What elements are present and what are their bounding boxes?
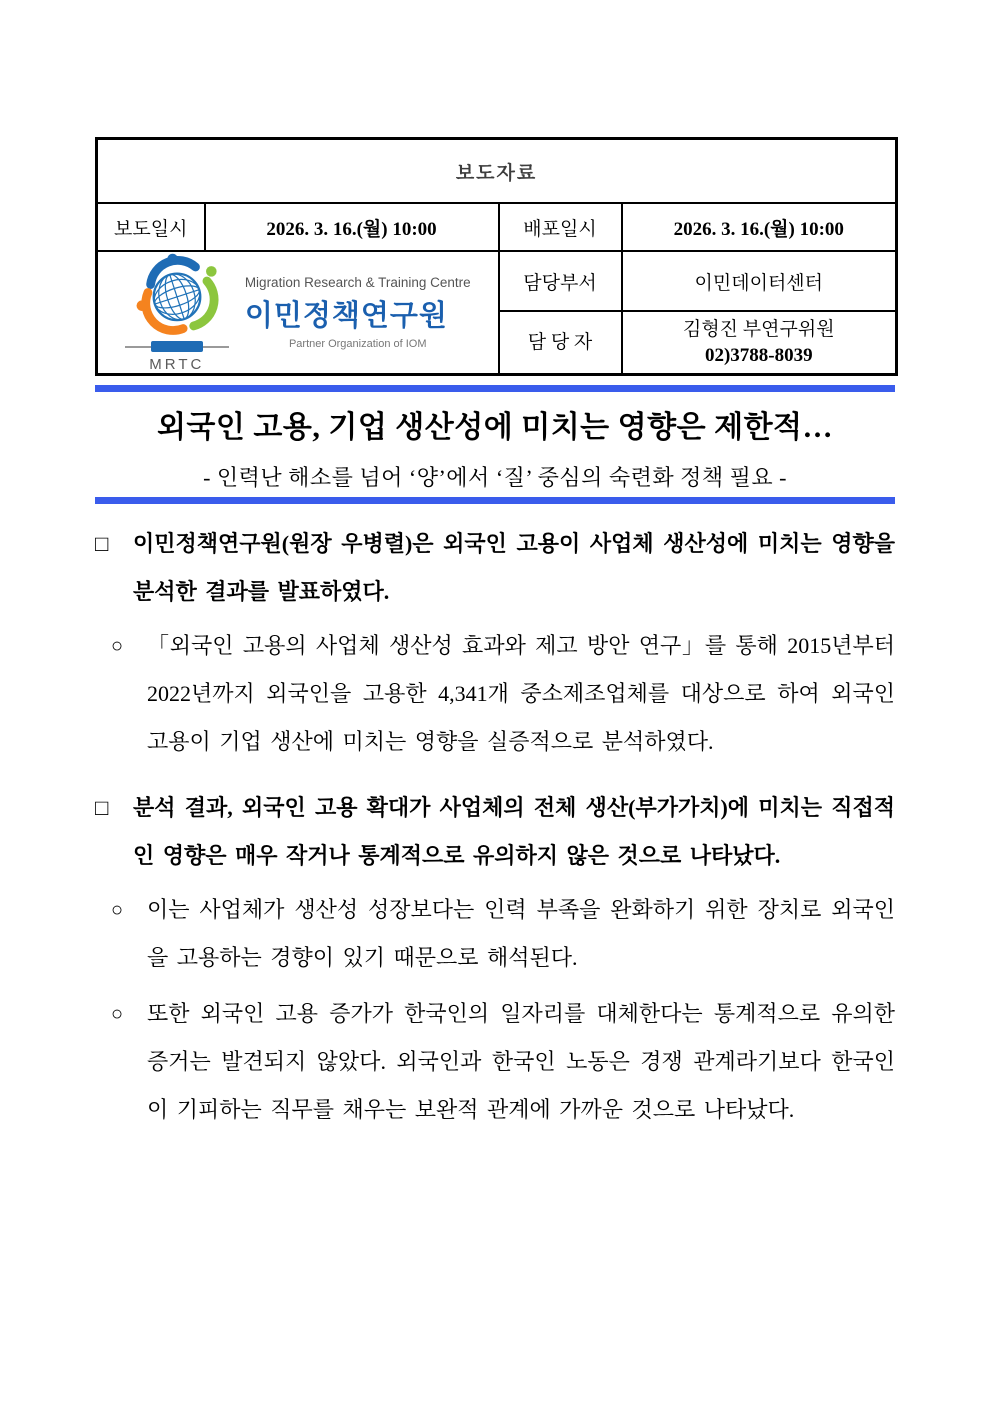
circle-bullet-icon: ○	[111, 635, 124, 657]
square-bullet-icon: □	[95, 531, 109, 556]
logo-underline	[125, 341, 229, 353]
contact-name: 김형진 부연구위원	[682, 318, 835, 340]
mrtc-abbreviation: MRTC	[149, 356, 205, 373]
paragraph	[95, 520, 895, 616]
release-datetime-value: 2026. 3. 16.(월) 10:00	[622, 203, 897, 251]
headline-block	[95, 402, 895, 492]
mrtc-emblem	[125, 252, 229, 373]
press-release-header-table	[95, 137, 898, 376]
department-label: 담당부서	[499, 251, 622, 311]
paragraph	[95, 622, 895, 766]
paragraph-text: 「외국인 고용의 사업체 생산성 효과와 제고 방안 연구」를 통해 2015년부터 2022년까지 외국인을 고용한 4,341개 중소제조업체를 대상으로 하여 외국인 고용이 기업 생산에 미치는 영향을 실증적으로 분석하였다.	[147, 633, 895, 754]
paragraph	[95, 784, 895, 880]
paragraph-text: 분석 결과, 외국인 고용 확대가 사업체의 전체 생산(부가가치)에 미치는 직접적인 영향은 매우 작거나 통계적으로 유의하지 않은 것으로 나타났다.	[133, 795, 895, 868]
mrtc-logo	[102, 252, 494, 373]
org-name-english: Migration Research & Training Centre	[244, 275, 471, 290]
accent-bar-bottom	[95, 497, 895, 504]
org-name-block	[245, 275, 471, 350]
paragraph-text: 또한 외국인 고용 증가가 한국인의 일자리를 대체한다는 통계적으로 유의한 증거는 발견되지 않았다. 외국인과 한국인 노동은 경쟁 관계라기보다 한국인이 기피하는 직무를 채우는 보완적 관계에 가까운 것으로 나타났다.	[147, 1001, 895, 1122]
logo-cell	[97, 251, 499, 375]
paragraph	[95, 886, 895, 982]
release-datetime-label: 배포일시	[499, 203, 622, 251]
circle-bullet-icon: ○	[111, 899, 124, 921]
report-datetime-value: 2026. 3. 16.(월) 10:00	[205, 203, 499, 251]
accent-bar-top	[95, 385, 895, 392]
headline-title: 외국인 고용, 기업 생산성에 미치는 영향은 제한적…	[156, 411, 834, 444]
globe-people-icon	[131, 252, 223, 340]
headline-subtitle: - 인력난 해소를 넘어 ‘양’에서 ‘질’ 중심의 숙련화 정책 필요 -	[203, 465, 787, 490]
report-datetime-label: 보도일시	[97, 203, 205, 251]
paragraph	[95, 990, 895, 1134]
org-name-korean: 이민정책연구원	[244, 300, 448, 332]
paragraph-text: 이민정책연구원(원장 우병렬)은 외국인 고용이 사업체 생산성에 미치는 영향을 분석한 결과를 발표하였다.	[133, 531, 895, 604]
contact-value	[622, 311, 897, 374]
contact-label: 담 당 자	[499, 311, 622, 374]
department-value: 이민데이터센터	[622, 251, 897, 311]
masthead-title: 보도자료	[97, 139, 897, 204]
org-partner-line: Partner Organization of IOM	[288, 338, 427, 350]
square-bullet-icon: □	[95, 795, 109, 820]
document-body	[95, 520, 895, 1134]
contact-phone: 02)3788-8039	[704, 344, 813, 366]
circle-bullet-icon: ○	[111, 1003, 124, 1025]
paragraph-text: 이는 사업체가 생산성 성장보다는 인력 부족을 완화하기 위한 장치로 외국인을 고용하는 경향이 있기 때문으로 해석된다.	[147, 897, 895, 970]
